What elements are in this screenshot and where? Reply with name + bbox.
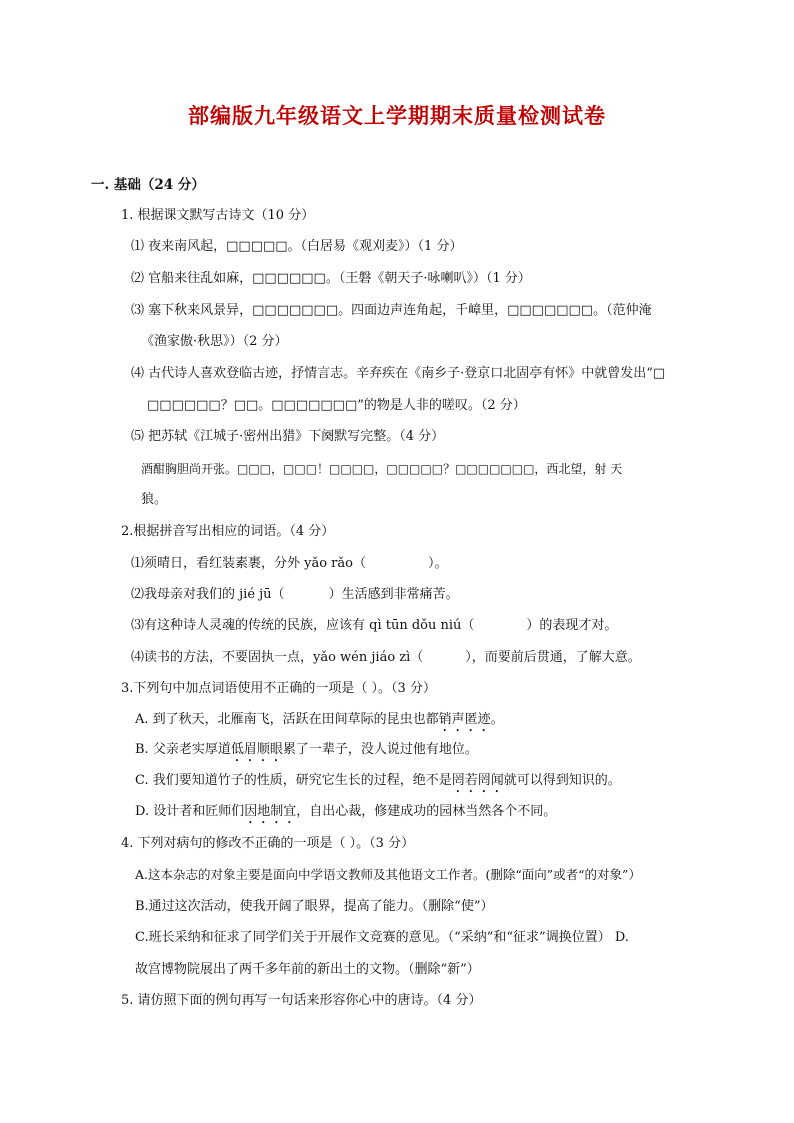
- question-2-item-1-text: ⑴须晴日，看红装素裹，分外 yǎo rǎo（: [131, 556, 366, 571]
- question-2-item-2-text: ⑵我母亲对我们的 jié jū（: [131, 587, 285, 602]
- question-2-stem: 2.根据拼音写出相应的词语。（4 分）: [121, 524, 335, 539]
- question-3-stem: 3.下列句中加点词语使用不正确的一项是（ ）。（3 分）: [121, 681, 436, 696]
- question-2-item-4: [131, 649, 641, 667]
- question-2-item-4-end: ），而要前后贯通，了解大意。: [465, 650, 641, 665]
- question-2-item-3: [131, 617, 617, 635]
- question-1-item-4-line-2: □□□□□□？□□。□□□□□□□”的物是人非的嗟叹。（2 分）: [147, 398, 526, 413]
- question-4-option-c: C.班长采纳和征求了同学们关于开展作文竞赛的意见。（“采纳”和“征求”调换位置） D.: [135, 930, 629, 945]
- question-4-option-b: B.通过这次活动，使我开阔了眼界，提高了能力。（删除“使”）: [135, 899, 494, 914]
- question-2-item-1-end: ）。: [427, 556, 448, 571]
- option-d-text: D. 设计者和匠师们: [135, 804, 245, 819]
- question-1-item-5-line-2: 酒酣胸胆尚开张。□□□，□□□！□□□□，□□□□□？□□□□□□□，西北望，射 天: [141, 462, 623, 476]
- option-a-end: 。: [490, 712, 504, 727]
- section-heading-basics: 一. 基础（24 分）: [91, 177, 205, 193]
- dotted-phrase-d: 因地制宜: [244, 804, 297, 819]
- question-1-item-4-line-1: ⑷ 古代诗人喜欢登临古迹，抒情言志。辛弃疾在《南乡子·登京口北固亭有怀》中就曾发出“□: [131, 366, 666, 381]
- option-b-text: B. 父亲老实厚道: [135, 742, 231, 757]
- dotted-phrase-a: 销声匿迹: [438, 712, 491, 727]
- question-4-stem: 4. 下列对病句的修改不正确的一项是（ ）。（3 分）: [121, 836, 415, 851]
- question-1-item-5-line-1: ⑸ 把苏轼《江城子·密州出猎》下阕默写完整。（4 分）: [131, 429, 445, 444]
- question-1-item-3-line-1: ⑶ 塞下秋来风景异，□□□□□□□。四面边声连角起，千嶂里，□□□□□□□。（范仲淹: [131, 303, 652, 318]
- question-2-item-3-end: ）的表现才对。: [526, 618, 618, 633]
- dotted-phrase-b: 低眉顺眼: [230, 742, 283, 757]
- option-b-end: 累了一辈子，没人说过他有地位。: [282, 742, 478, 757]
- question-1-item-3-line-2: 《渔家傲·秋思》）（2 分）: [141, 334, 288, 349]
- question-4-option-a: A.这本杂志的对象主要是面向中学语文教师及其他语文工作者。(删除“面向”或者“的对象”）: [135, 867, 641, 882]
- question-1-item-2: ⑵ 官船来往乱如麻，□□□□□□。（王磐《朝天子·咏喇叭》）（1 分）: [131, 271, 531, 286]
- question-2-item-3-text: ⑶有这种诗人灵魂的传统的民族，应该有 qì tūn dǒu niú（: [131, 618, 475, 633]
- question-3-option-d: [135, 803, 556, 827]
- question-2-item-2: [131, 586, 459, 604]
- question-5-stem: 5. 请仿照下面的例句再写一句话来形容你心中的唐诗。（4 分）: [121, 993, 482, 1008]
- page-title: 部编版九年级语文上学期期末质量检测试卷: [188, 104, 606, 128]
- question-2-item-2-end: ）生活感到非常痛苦。: [328, 587, 459, 602]
- option-d-end: ，自出心裁，修建成功的园林当然各个不同。: [296, 804, 557, 819]
- option-a-text: A. 到了秋天，北雁南飞，活跃在田间草际的昆虫也都: [135, 712, 439, 727]
- dotted-phrase-c: 罔若罔闻: [451, 773, 504, 788]
- question-1-item-5-line-3: 狼。: [141, 492, 168, 507]
- option-c-end: 就可以得到知识的。: [503, 773, 621, 788]
- question-4-option-d: 故宫博物院展出了两千多年前的新出土的文物。（删除“新”）: [135, 962, 480, 977]
- question-3-option-a: [135, 711, 504, 735]
- question-2-item-1: [131, 555, 448, 573]
- option-c-text: C. 我们要知道竹子的性质，研究它生长的过程，绝不是: [135, 773, 452, 788]
- question-2-item-4-text: ⑷读书的方法，不要固执一点，yǎo wén jiáo zì（: [131, 650, 424, 665]
- question-3-option-b: [135, 741, 478, 765]
- question-3-option-c: [135, 772, 621, 796]
- question-1-stem: 1. 根据课文默写古诗文（10 分）: [121, 208, 315, 223]
- question-1-item-1: ⑴ 夜来南风起，□□□□□。（白居易《观刈麦》）（1 分）: [131, 239, 463, 254]
